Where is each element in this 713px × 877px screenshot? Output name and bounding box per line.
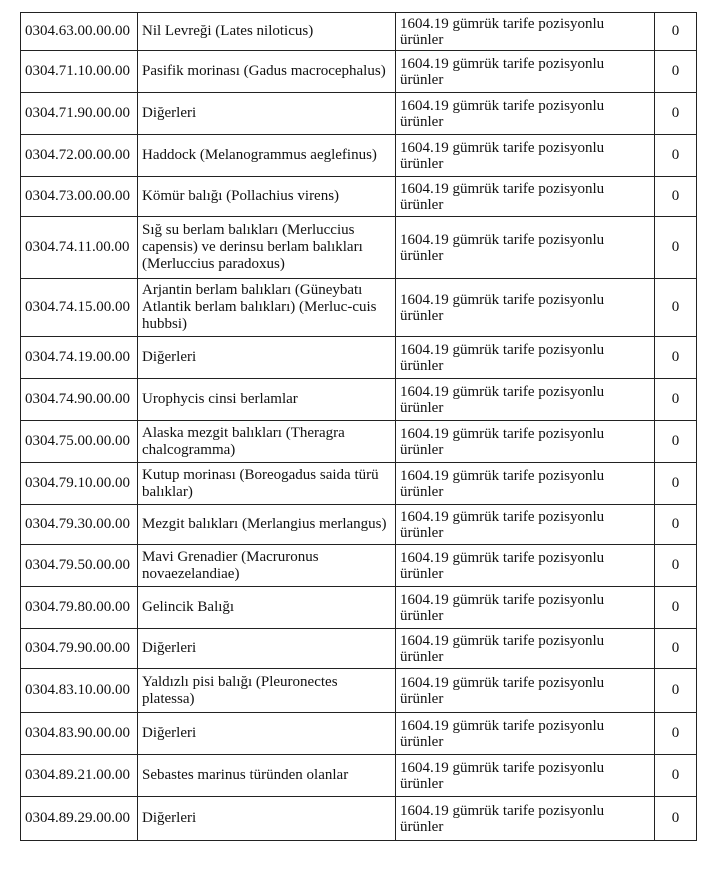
tariff-note-cell: 1604.19 gümrük tarife pozisyonlu ürünler: [396, 93, 655, 135]
tariff-note-cell: 1604.19 gümrük tarife pozisyonlu ürünler: [396, 463, 655, 505]
document-page: [20, 12, 696, 841]
table-row: [21, 797, 697, 841]
product-description-cell: Diğerleri: [138, 797, 396, 841]
duty-rate-cell: 0: [655, 337, 697, 379]
duty-rate-cell: 0: [655, 51, 697, 93]
tariff-note-cell: 1604.19 gümrük tarife pozisyonlu ürünler: [396, 587, 655, 629]
duty-rate-cell: 0: [655, 135, 697, 177]
table-row: [21, 545, 697, 587]
tariff-code-cell: 0304.89.29.00.00: [21, 797, 138, 841]
tariff-code-cell: 0304.74.90.00.00: [21, 379, 138, 421]
product-description-cell: Kutup morinası (Boreogadus saida türü balıklar): [138, 463, 396, 505]
tariff-note-cell: 1604.19 gümrük tarife pozisyonlu ürünler: [396, 177, 655, 217]
duty-rate-cell: 0: [655, 217, 697, 279]
product-description-cell: Kömür balığı (Pollachius virens): [138, 177, 396, 217]
tariff-note-cell: 1604.19 gümrük tarife pozisyonlu ürünler: [396, 337, 655, 379]
table-row: [21, 379, 697, 421]
tariff-table: [20, 12, 697, 841]
duty-rate-cell: 0: [655, 545, 697, 587]
tariff-code-cell: 0304.89.21.00.00: [21, 755, 138, 797]
tariff-note-cell: 1604.19 gümrük tarife pozisyonlu ürünler: [396, 51, 655, 93]
product-description-cell: Diğerleri: [138, 629, 396, 669]
tariff-code-cell: 0304.79.50.00.00: [21, 545, 138, 587]
product-description-cell: Diğerleri: [138, 93, 396, 135]
tariff-note-cell: 1604.19 gümrük tarife pozisyonlu ürünler: [396, 217, 655, 279]
tariff-code-cell: 0304.79.90.00.00: [21, 629, 138, 669]
product-description-cell: Yaldızlı pisi balığı (Pleuronectes platessa): [138, 669, 396, 713]
tariff-code-cell: 0304.73.00.00.00: [21, 177, 138, 217]
tariff-code-cell: 0304.74.15.00.00: [21, 279, 138, 337]
tariff-note-cell: 1604.19 gümrük tarife pozisyonlu ürünler: [396, 279, 655, 337]
tariff-note-cell: 1604.19 gümrük tarife pozisyonlu ürünler: [396, 755, 655, 797]
tariff-table-body: [21, 13, 697, 841]
product-description-cell: Pasifik morinası (Gadus macrocephalus): [138, 51, 396, 93]
duty-rate-cell: 0: [655, 629, 697, 669]
table-row: [21, 177, 697, 217]
tariff-note-cell: 1604.19 gümrük tarife pozisyonlu ürünler: [396, 13, 655, 51]
duty-rate-cell: 0: [655, 755, 697, 797]
duty-rate-cell: 0: [655, 421, 697, 463]
tariff-note-cell: 1604.19 gümrük tarife pozisyonlu ürünler: [396, 505, 655, 545]
table-row: [21, 587, 697, 629]
duty-rate-cell: 0: [655, 13, 697, 51]
product-description-cell: Mezgit balıkları (Merlangius merlangus): [138, 505, 396, 545]
tariff-code-cell: 0304.83.90.00.00: [21, 713, 138, 755]
product-description-cell: Gelincik Balığı: [138, 587, 396, 629]
table-row: [21, 713, 697, 755]
product-description-cell: Sığ su berlam balıkları (Merluccius capensis) ve derinsu berlam balıkları (Merluccius paradoxus): [138, 217, 396, 279]
duty-rate-cell: 0: [655, 587, 697, 629]
tariff-code-cell: 0304.72.00.00.00: [21, 135, 138, 177]
table-row: [21, 51, 697, 93]
table-row: [21, 135, 697, 177]
duty-rate-cell: 0: [655, 505, 697, 545]
table-row: [21, 755, 697, 797]
table-row: [21, 629, 697, 669]
table-row: [21, 337, 697, 379]
tariff-note-cell: 1604.19 gümrük tarife pozisyonlu ürünler: [396, 379, 655, 421]
tariff-code-cell: 0304.79.10.00.00: [21, 463, 138, 505]
duty-rate-cell: 0: [655, 279, 697, 337]
duty-rate-cell: 0: [655, 379, 697, 421]
table-row: [21, 505, 697, 545]
tariff-code-cell: 0304.75.00.00.00: [21, 421, 138, 463]
tariff-note-cell: 1604.19 gümrük tarife pozisyonlu ürünler: [396, 713, 655, 755]
table-row: [21, 13, 697, 51]
product-description-cell: Mavi Grenadier (Macruronus novaezelandiae): [138, 545, 396, 587]
table-row: [21, 421, 697, 463]
tariff-note-cell: 1604.19 gümrük tarife pozisyonlu ürünler: [396, 421, 655, 463]
table-row: [21, 279, 697, 337]
table-row: [21, 669, 697, 713]
tariff-note-cell: 1604.19 gümrük tarife pozisyonlu ürünler: [396, 797, 655, 841]
tariff-note-cell: 1604.19 gümrük tarife pozisyonlu ürünler: [396, 545, 655, 587]
table-row: [21, 93, 697, 135]
table-row: [21, 463, 697, 505]
product-description-cell: Nil Levreği (Lates niloticus): [138, 13, 396, 51]
duty-rate-cell: 0: [655, 669, 697, 713]
product-description-cell: Diğerleri: [138, 713, 396, 755]
tariff-code-cell: 0304.63.00.00.00: [21, 13, 138, 51]
duty-rate-cell: 0: [655, 463, 697, 505]
tariff-note-cell: 1604.19 gümrük tarife pozisyonlu ürünler: [396, 629, 655, 669]
tariff-code-cell: 0304.79.30.00.00: [21, 505, 138, 545]
product-description-cell: Haddock (Melanogrammus aeglefinus): [138, 135, 396, 177]
tariff-code-cell: 0304.74.19.00.00: [21, 337, 138, 379]
tariff-code-cell: 0304.83.10.00.00: [21, 669, 138, 713]
duty-rate-cell: 0: [655, 713, 697, 755]
tariff-note-cell: 1604.19 gümrük tarife pozisyonlu ürünler: [396, 669, 655, 713]
tariff-code-cell: 0304.71.10.00.00: [21, 51, 138, 93]
product-description-cell: Arjantin berlam balıkları (Güneybatı Atlantik berlam balıkları) (Merluc-cuis hubbsi): [138, 279, 396, 337]
duty-rate-cell: 0: [655, 177, 697, 217]
duty-rate-cell: 0: [655, 797, 697, 841]
table-row: [21, 217, 697, 279]
tariff-note-cell: 1604.19 gümrük tarife pozisyonlu ürünler: [396, 135, 655, 177]
product-description-cell: Diğerleri: [138, 337, 396, 379]
duty-rate-cell: 0: [655, 93, 697, 135]
product-description-cell: Alaska mezgit balıkları (Theragra chalcogramma): [138, 421, 396, 463]
product-description-cell: Sebastes marinus türünden olanlar: [138, 755, 396, 797]
tariff-code-cell: 0304.71.90.00.00: [21, 93, 138, 135]
tariff-code-cell: 0304.74.11.00.00: [21, 217, 138, 279]
product-description-cell: Urophycis cinsi berlamlar: [138, 379, 396, 421]
tariff-code-cell: 0304.79.80.00.00: [21, 587, 138, 629]
